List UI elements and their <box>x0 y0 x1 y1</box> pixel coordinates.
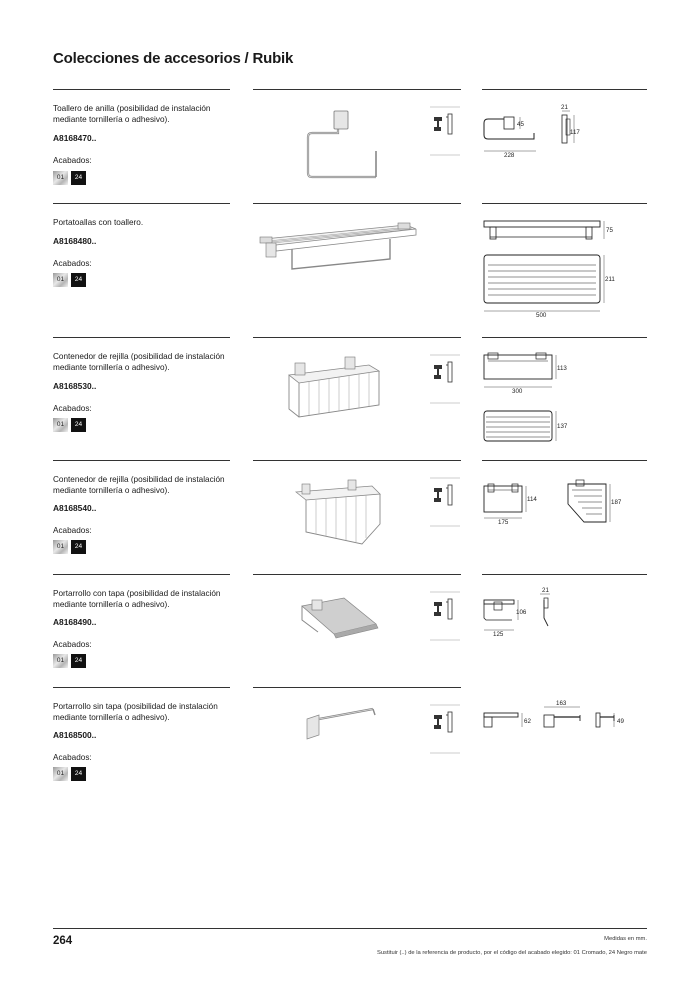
finish-swatch-chrome: 01 <box>53 654 68 668</box>
svg-text:125: 125 <box>493 631 504 638</box>
divider <box>482 89 647 90</box>
svg-text:211: 211 <box>605 276 615 283</box>
divider <box>482 574 647 575</box>
svg-text:187: 187 <box>611 499 622 506</box>
dimension-drawing <box>482 217 622 317</box>
dimension-drawing <box>482 105 592 163</box>
dimension-drawing <box>482 349 582 449</box>
product-row-wire-basket <box>0 337 700 457</box>
svg-text:117: 117 <box>570 129 580 136</box>
svg-text:500: 500 <box>536 312 547 319</box>
divider <box>482 460 647 461</box>
finish-swatch-chrome: 01 <box>53 767 68 781</box>
install-icon <box>430 705 460 755</box>
finishes-label: Acabados: <box>53 640 92 649</box>
finish-swatch-chrome: 01 <box>53 171 68 185</box>
product-row-roll-holder-lid <box>0 574 700 684</box>
svg-text:114: 114 <box>527 496 537 503</box>
product-photo-roll-holder <box>303 705 379 745</box>
finish-swatch-black: 24 <box>71 540 86 554</box>
divider <box>253 89 461 90</box>
svg-text:228: 228 <box>504 152 515 159</box>
product-description: Portarrollo sin tapa (posibilidad de instalación mediante tornillería o adhesivo). <box>53 702 218 722</box>
divider <box>482 203 647 204</box>
product-row-roll-holder <box>0 687 700 797</box>
install-icon <box>430 107 460 157</box>
finishes-label: Acabados: <box>53 526 92 535</box>
product-photo-corner-basket <box>292 478 384 546</box>
product-description: Portarrollo con tapa (posibilidad de instalación mediante tornillería o adhesivo). <box>53 589 221 609</box>
svg-text:21: 21 <box>561 104 568 111</box>
dimension-drawing <box>482 588 572 644</box>
divider <box>253 460 461 461</box>
finishes-label: Acabados: <box>53 753 92 762</box>
finish-swatch-black: 24 <box>71 171 86 185</box>
product-code: A8168480.. <box>53 236 97 246</box>
footer-units-note: Medidas en mm. <box>604 936 647 942</box>
svg-text:113: 113 <box>557 365 567 372</box>
divider <box>53 89 230 90</box>
product-code: A8168540.. <box>53 503 97 513</box>
product-row-corner-basket <box>0 460 700 570</box>
svg-text:106: 106 <box>516 609 527 616</box>
divider <box>53 574 230 575</box>
finish-swatch-black: 24 <box>71 767 86 781</box>
footer-divider <box>53 928 647 929</box>
svg-text:163: 163 <box>556 700 567 707</box>
product-description: Contenedor de rejilla (posibilidad de instalación mediante tornillería o adhesivo). <box>53 352 225 372</box>
divider <box>53 460 230 461</box>
svg-text:137: 137 <box>557 423 568 430</box>
svg-text:75: 75 <box>606 227 613 234</box>
svg-text:300: 300 <box>512 388 523 395</box>
product-row-towel-rack <box>0 203 700 333</box>
finish-swatch-black: 24 <box>71 654 86 668</box>
divider <box>53 337 230 338</box>
page-title: Colecciones de accesorios / Rubik <box>53 50 294 67</box>
divider <box>253 337 461 338</box>
product-code: A8168490.. <box>53 617 97 627</box>
finishes-label: Acabados: <box>53 404 92 413</box>
product-description: Portatoallas con toallero. <box>53 218 144 227</box>
product-photo-towel-rack <box>256 219 420 279</box>
dimension-drawing <box>482 474 632 530</box>
dimension-drawing <box>482 701 642 741</box>
finish-swatch-chrome: 01 <box>53 273 68 287</box>
svg-text:175: 175 <box>498 519 509 526</box>
finish-swatch-chrome: 01 <box>53 418 68 432</box>
finish-swatch-black: 24 <box>71 273 86 287</box>
footer-finish-note: Sustituir (..) de la referencia de producto, por el código del acabado elegido: 01 Cromado, 24 Negro mate <box>376 950 647 956</box>
product-code: A8168530.. <box>53 381 97 391</box>
divider <box>253 203 461 204</box>
install-icon <box>430 478 460 528</box>
finishes-label: Acabados: <box>53 156 92 165</box>
divider <box>253 687 461 688</box>
product-description: Contenedor de rejilla (posibilidad de instalación mediante tornillería o adhesivo). <box>53 475 225 495</box>
product-row-ring-towel <box>0 89 700 199</box>
product-code: A8168500.. <box>53 730 97 740</box>
finish-swatch-black: 24 <box>71 418 86 432</box>
product-photo-roll-holder-lid <box>298 594 380 650</box>
product-code: A8168470.. <box>53 133 97 143</box>
svg-text:62: 62 <box>524 718 531 725</box>
svg-text:45: 45 <box>517 121 524 128</box>
product-description: Toallero de anilla (posibilidad de instalación mediante tornillería o adhesivo). <box>53 104 211 124</box>
finish-swatch-chrome: 01 <box>53 540 68 554</box>
svg-text:21: 21 <box>542 587 549 594</box>
divider <box>53 687 230 688</box>
page-number: 264 <box>53 935 73 947</box>
svg-text:49: 49 <box>617 718 624 725</box>
product-photo-wire-basket <box>283 353 387 425</box>
finishes-label: Acabados: <box>53 259 92 268</box>
divider <box>253 574 461 575</box>
product-photo-ring-towel <box>290 107 390 179</box>
install-icon <box>430 592 460 642</box>
install-icon <box>430 355 460 405</box>
divider <box>53 203 230 204</box>
divider <box>482 337 647 338</box>
